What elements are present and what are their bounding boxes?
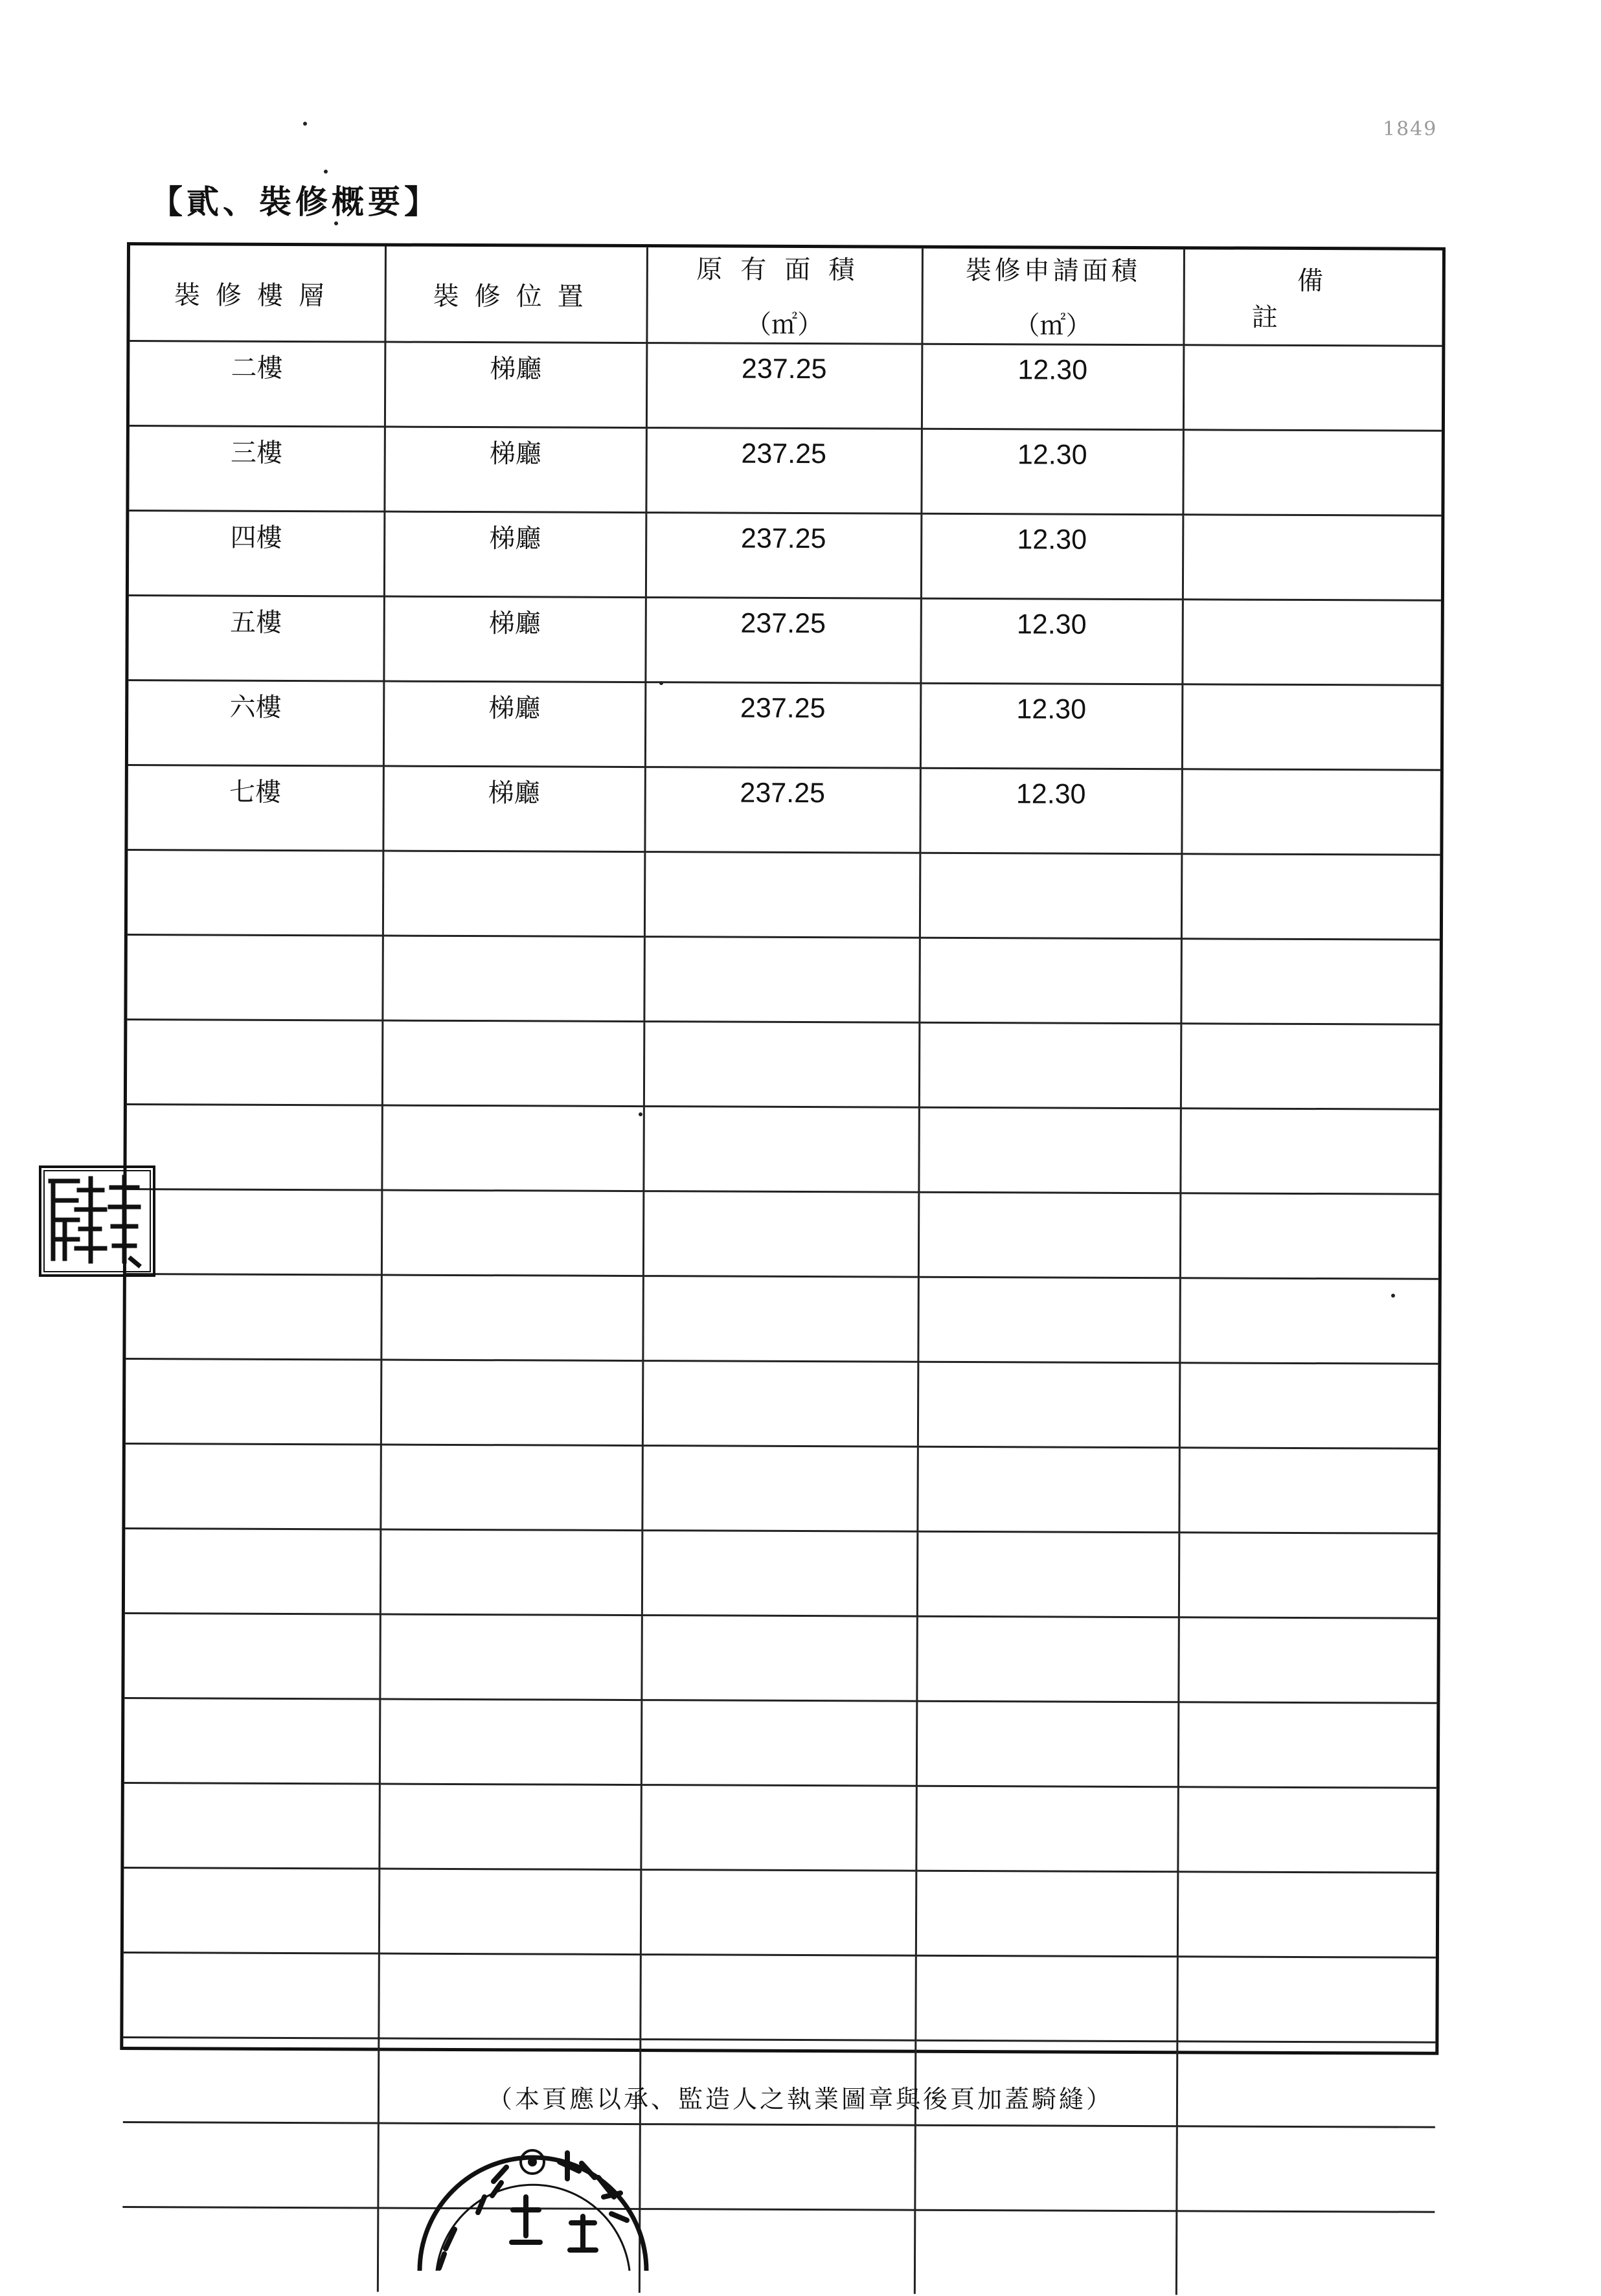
remarks-cell	[1177, 1872, 1436, 1958]
remarks-cell	[1179, 1448, 1438, 1534]
floor-cell	[124, 1868, 380, 1954]
applied-area-cell	[918, 1107, 1181, 1193]
table-row	[126, 1359, 1438, 1449]
floor-cell	[124, 1783, 380, 1869]
table-row	[126, 1105, 1438, 1195]
table-row	[124, 1783, 1436, 1873]
location-cell: 梯廳	[384, 427, 646, 513]
floor-cell	[125, 1529, 381, 1615]
scan-speck	[334, 221, 338, 225]
location-cell	[381, 1275, 643, 1361]
applied-area-cell	[916, 1786, 1178, 1872]
applied-area-cell: 12.30	[922, 344, 1184, 430]
floor-cell	[126, 1274, 381, 1360]
original-area-cell	[641, 1700, 916, 1786]
floor-cell	[123, 1952, 379, 2038]
remarks-cell	[1183, 345, 1442, 431]
remarks-cell	[1177, 1787, 1436, 1873]
location-cell	[381, 1190, 644, 1276]
footnote: （本頁應以承、監造人之執業圖章與後頁加蓋騎縫）	[487, 2085, 1113, 2113]
applied-area-cell	[920, 853, 1182, 939]
table-row	[129, 511, 1441, 601]
floor-cell: 二樓	[130, 341, 385, 427]
table-row	[123, 1952, 1435, 2042]
applied-area-cell	[918, 1362, 1180, 1448]
header-original-area: 原有面積 （㎡）	[646, 247, 922, 344]
remarks-cell	[1180, 1193, 1439, 1279]
applied-area-cell: 12.30	[920, 768, 1182, 854]
remarks-cell	[1178, 1702, 1437, 1788]
page-number: 1849	[1383, 118, 1438, 141]
remarks-cell	[1180, 1109, 1439, 1195]
original-area-cell	[643, 1191, 918, 1277]
remarks-cell	[1176, 2211, 1435, 2296]
location-cell: 梯廳	[383, 681, 646, 767]
floor-cell	[126, 1359, 381, 1445]
location-cell	[379, 1784, 641, 1870]
applied-area-cell	[918, 1277, 1180, 1363]
floor-cell: 六樓	[128, 681, 384, 767]
original-area-cell	[639, 2124, 914, 2211]
location-cell: 梯廳	[385, 342, 647, 428]
location-cell	[379, 1869, 641, 1955]
scan-speck	[1391, 1294, 1395, 1298]
applied-area-cell: 12.30	[921, 513, 1183, 600]
location-cell	[381, 1105, 644, 1191]
location-cell	[378, 1953, 641, 2040]
applied-area-cell	[916, 1701, 1179, 1787]
original-area-cell	[644, 937, 919, 1023]
original-area-cell: 237.25	[646, 343, 922, 429]
original-area-cell	[641, 1615, 916, 1702]
table-row	[126, 1274, 1438, 1364]
table-row	[128, 596, 1440, 686]
renovation-summary-table-frame	[120, 242, 1446, 2055]
location-cell: 梯廳	[383, 596, 646, 682]
original-area-cell	[642, 1531, 917, 1617]
original-area-cell	[639, 2209, 914, 2294]
original-area-cell	[640, 1955, 915, 2041]
floor-cell	[126, 1105, 382, 1191]
floor-cell	[128, 850, 383, 936]
table-row	[127, 1020, 1439, 1110]
applied-area-cell	[916, 1871, 1178, 1957]
location-cell: 梯廳	[383, 766, 645, 852]
floor-cell	[122, 2207, 378, 2291]
applied-area-cell	[919, 1022, 1181, 1109]
remarks-cell	[1182, 600, 1441, 686]
table-row	[125, 1444, 1437, 1534]
location-cell	[380, 1529, 642, 1615]
original-area-cell: 237.25	[644, 767, 920, 853]
floor-cell: 七樓	[128, 765, 383, 851]
remarks-cell	[1181, 1024, 1440, 1110]
scan-speck	[324, 170, 328, 174]
header-applied-area: 裝修申請面積 （㎡）	[922, 249, 1184, 345]
table-row	[128, 681, 1440, 771]
table-row	[122, 2207, 1435, 2295]
header-remarks: 備註	[1183, 249, 1442, 346]
table-row	[122, 2122, 1435, 2212]
applied-area-cell	[915, 1955, 1177, 2042]
round-seal-icon	[409, 2100, 657, 2271]
section-heading: 【貳、裝修概要】	[150, 183, 440, 221]
location-cell	[382, 936, 644, 1022]
remarks-cell	[1179, 1278, 1438, 1364]
header-location: 裝修位置	[385, 247, 647, 343]
original-area-cell: 237.25	[646, 513, 921, 599]
floor-cell	[125, 1444, 381, 1530]
original-area-cell	[642, 1361, 918, 1447]
original-area-cell	[644, 852, 920, 938]
original-area-cell	[641, 1785, 916, 1871]
table-row	[124, 1614, 1436, 1704]
remarks-cell	[1181, 939, 1440, 1025]
original-area-cell	[641, 1870, 916, 1956]
original-area-cell: 237.25	[645, 598, 920, 684]
table-row	[125, 1529, 1437, 1619]
remarks-cell	[1183, 515, 1442, 601]
remarks-cell	[1179, 1363, 1438, 1449]
applied-area-cell	[916, 1616, 1179, 1702]
table-row	[124, 1698, 1436, 1788]
original-area-cell	[643, 1107, 918, 1193]
applied-area-cell	[914, 2125, 1177, 2211]
original-area-cell: 237.25	[645, 682, 920, 769]
floor-cell: 四樓	[129, 511, 385, 597]
original-area-cell	[642, 1276, 918, 1362]
header-floor: 裝修樓層	[130, 245, 385, 342]
applied-area-cell: 12.30	[920, 683, 1183, 769]
table-header-row	[130, 245, 1442, 346]
table-row	[130, 341, 1442, 431]
floor-cell	[127, 1020, 383, 1106]
remarks-cell	[1176, 2126, 1435, 2212]
floor-cell: 三樓	[129, 426, 385, 512]
remarks-cell	[1181, 769, 1440, 855]
location-cell	[383, 851, 645, 937]
scan-speck	[303, 122, 307, 126]
table-row	[128, 765, 1440, 855]
table-row	[126, 1189, 1438, 1279]
location-cell	[380, 1445, 642, 1531]
applied-area-cell	[918, 1192, 1181, 1278]
renovation-summary-table	[122, 245, 1442, 2296]
scan-speck	[639, 1112, 642, 1116]
applied-area-cell	[919, 938, 1181, 1024]
floor-cell	[126, 1189, 382, 1276]
square-seal-icon	[34, 1162, 162, 1281]
remarks-cell	[1178, 1617, 1437, 1704]
original-area-cell	[644, 1022, 919, 1108]
remarks-cell	[1179, 1533, 1438, 1619]
location-cell	[382, 1020, 644, 1107]
location-cell: 梯廳	[384, 512, 646, 598]
floor-cell	[124, 1698, 380, 1784]
floor-cell	[124, 1614, 380, 1700]
floor-cell: 五樓	[128, 596, 384, 682]
applied-area-cell: 12.30	[920, 598, 1183, 684]
applied-area-cell	[917, 1531, 1179, 1617]
floor-cell	[122, 2122, 378, 2208]
applied-area-cell: 12.30	[921, 429, 1183, 515]
remarks-cell	[1177, 1957, 1436, 2043]
applied-area-cell	[917, 1446, 1179, 1533]
floor-cell	[127, 935, 383, 1021]
table-row	[129, 426, 1441, 516]
applied-area-cell	[914, 2210, 1176, 2295]
location-cell	[380, 1699, 642, 1785]
original-area-cell: 237.25	[646, 428, 921, 514]
table-row	[127, 935, 1439, 1025]
scan-speck	[659, 681, 663, 685]
location-cell	[380, 1614, 642, 1700]
remarks-cell	[1182, 684, 1441, 771]
remarks-cell	[1183, 430, 1442, 516]
table-row	[124, 1868, 1436, 1958]
remarks-cell	[1181, 854, 1440, 940]
location-cell	[381, 1360, 643, 1446]
table-row	[128, 850, 1440, 940]
original-area-cell	[642, 1446, 917, 1532]
